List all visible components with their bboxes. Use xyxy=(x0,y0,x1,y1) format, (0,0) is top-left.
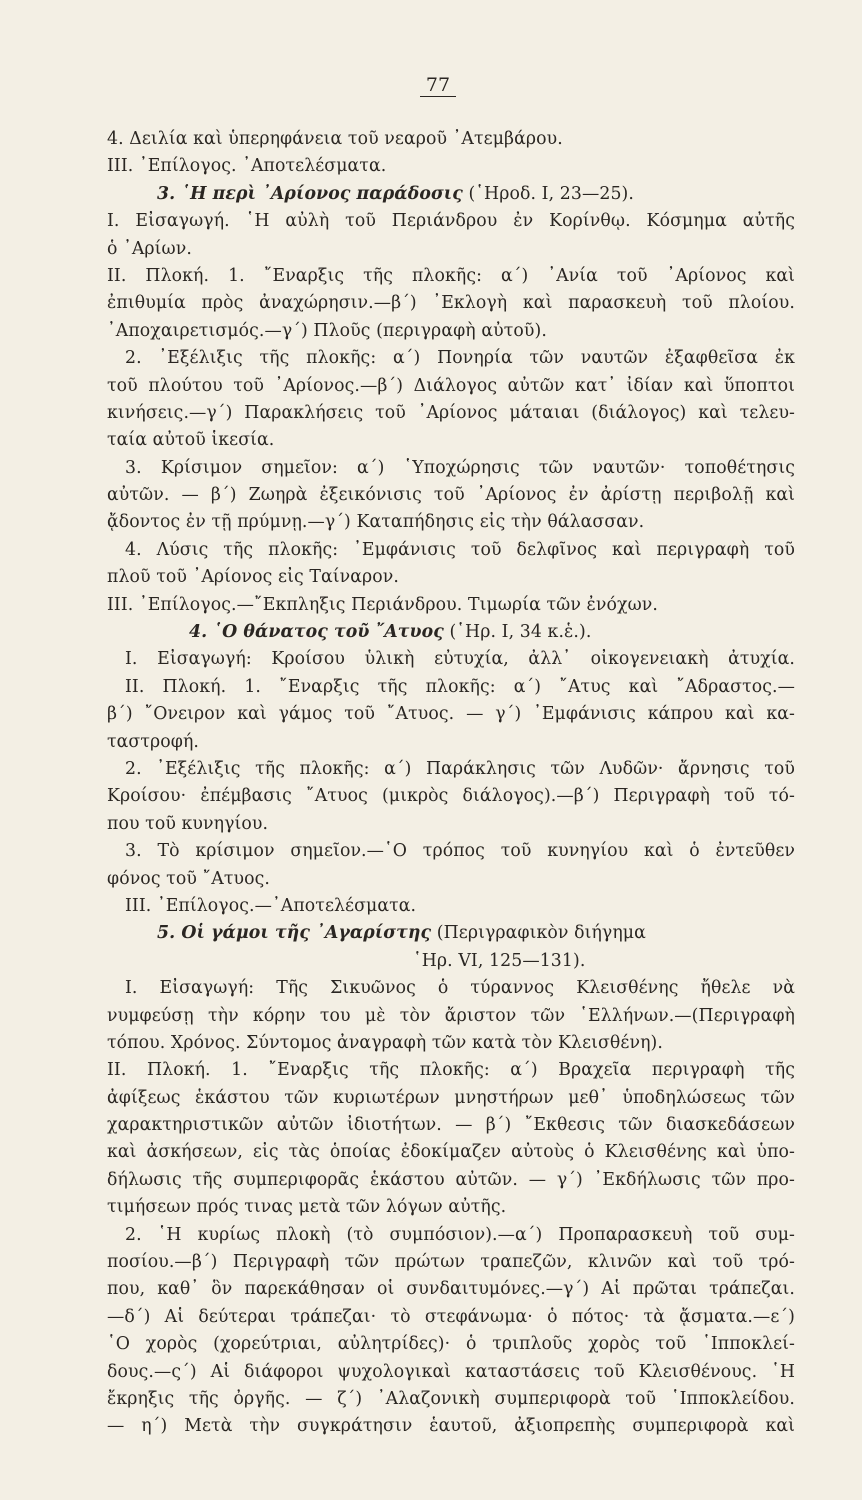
section-heading xyxy=(107,920,795,947)
text-line: ΙΙ. Πλοκή. 1. ῎Εναρξις τῆς πλοκῆς: α΄) Βραχεῖα περιγραφὴ τῆς xyxy=(107,1060,795,1081)
section-title: 3. ῾Η περὶ ᾿Αρίονος παράδοσις xyxy=(157,183,463,204)
text-line: ΙΙΙ. ᾿Επίλογος.—῎Εκπληξις Περιάνδρου. Τιμωρία τῶν ἐνόχων. xyxy=(107,594,658,615)
section-source: (῾Ηρ. Ι, 34 κ.ἑ.). xyxy=(449,622,592,643)
text-line: καὶ ἀσκήσεων, εἰς τὰς ὁποίας ἐδοκίμαζεν αὐτοὺς ὁ Κλεισθένης καὶ ὑπο- xyxy=(107,1142,795,1163)
text-line: β΄) ῎Ονειρον καὶ γάμος τοῦ ῎Ατυος. — γ΄) ᾿Εμφάνισις κάπρου καὶ κα- xyxy=(107,704,795,725)
text-line: 4. Λύσις τῆς πλοκῆς: ᾿Εμφάνισις τοῦ δελφῖνος καὶ περιγραφὴ τοῦ xyxy=(125,539,795,560)
text-line: 2. ᾿Εξέλιξις τῆς πλοκῆς: α΄) Πονηρία τῶν ναυτῶν ἐξαφθεῖσα ἐκ xyxy=(125,348,795,369)
text-line: δήλωσις τῆς συμπεριφορᾶς ἑκάστου αὐτῶν. — γ΄) ᾿Εκδήλωσις τῶν προ- xyxy=(107,1169,795,1190)
section-source: (Περιγραφικὸν διήγημα xyxy=(436,923,646,944)
text-line: Ι. Εἰσαγωγή: Κροίσου ὑλικὴ εὐτυχία, ἀλλ᾿ οἰκογενειακὴ ἀτυχία. xyxy=(125,649,795,670)
text-line: ῾Ο χορὸς (χορεύτριαι, αὐλητρίδες)· ὁ τριπλοῦς χορὸς τοῦ ῾Ιπποκλεί- xyxy=(107,1334,795,1355)
text-line: ΙΙ. Πλοκή. 1. ῎Εναρξις τῆς πλοκῆς: α΄) ᾿Ανία τοῦ ᾿Αρίονος καὶ xyxy=(107,265,795,286)
text-line: 3. Κρίσιμον σημεῖον: α΄) ῾Υποχώρησις τῶν ναυτῶν· τοποθέτησις xyxy=(125,457,795,478)
text-line: αὐτῶν. — β΄) Ζωηρὰ ἐξεικόνισις τοῦ ᾿Αρίονος ἐν ἀρίστῃ περιβολῇ καὶ xyxy=(107,485,795,506)
text-line: ὁ ᾿Αρίων. xyxy=(107,238,192,259)
text-line: ταία αὐτοῦ ἱκεσία. xyxy=(107,430,275,451)
section-title: 5. Οἱ γάμοι τῆς ᾿Αγαρίστης xyxy=(157,923,432,944)
text-line: ποσίου.—β΄) Περιγραφὴ τῶν πρώτων τραπεζῶν, κλινῶν καὶ τοῦ τρό- xyxy=(107,1252,795,1273)
page-text xyxy=(107,126,795,1441)
text-line: ἐπιθυμία πρὸς ἀναχώρησιν.—β΄) ᾿Εκλογὴ καὶ παρασκευὴ τοῦ πλοίου. xyxy=(107,293,795,314)
text-line: τιμήσεων πρός τινας μετὰ τῶν λόγων αὐτῆς. xyxy=(107,1197,507,1218)
text-line: που, καθ᾿ ὃν παρεκάθησαν οἱ συνδαιτυμόνες.—γ΄) Αἱ πρῶται τράπεζαι. xyxy=(107,1279,795,1300)
text-line: τόπου. Χρόνος. Σύντομος ἀναγραφὴ τῶν κατὰ τὸν Κλεισθένη). xyxy=(107,1032,663,1053)
text-line: τοῦ πλούτου τοῦ ᾿Αρίονος.—β΄) Διάλογος αὐτῶν κατ᾿ ἰδίαν καὶ ὕποπτοι xyxy=(107,375,795,396)
text-line: ΙΙΙ. ᾿Επίλογος. ᾿Αποτελέσματα. xyxy=(107,156,387,177)
text-line: που τοῦ κυνηγίου. xyxy=(107,813,269,834)
section-heading xyxy=(107,181,795,208)
text-line: Κροίσου· ἐπέμβασις ῎Ατυος (μικρὸς διάλογος).—β΄) Περιγραφὴ τοῦ τό- xyxy=(107,786,795,807)
text-line: Ι. Εἰσαγωγή: Τῆς Σικυῶνος ὁ τύραννος Κλεισθένης ἤθελε νὰ xyxy=(125,978,795,999)
section-heading xyxy=(107,619,795,646)
section-title: 4. ῾Ο θάνατος τοῦ ῎Ατυος xyxy=(189,622,444,643)
text-line: 2. ᾿Εξέλιξις τῆς πλοκῆς: α΄) Παράκλησις τῶν Λυδῶν· ἄρνησις τοῦ xyxy=(125,758,795,779)
text-line: 4. Δειλία καὶ ὑπερηφάνεια τοῦ νεαροῦ ᾿Ατεμβάρου. xyxy=(107,129,563,149)
text-line: ταστροφή. xyxy=(107,731,199,752)
text-line: 2. ῾Η κυρίως πλοκὴ (τὸ συμπόσιον).—α΄) Προπαρασκευὴ τοῦ συμ- xyxy=(125,1224,795,1245)
text-line: φόνος τοῦ ῎Ατυος. xyxy=(107,868,271,889)
text-line: πλοῦ τοῦ ᾿Αρίονος εἰς Ταίναρον. xyxy=(107,567,399,588)
text-line: νυμφεύσῃ τὴν κόρην του μὲ τὸν ἄριστον τῶν ῾Ελλήνων.—(Περιγραφὴ xyxy=(107,1005,795,1026)
text-line: — η΄) Μετὰ τὴν συγκράτησιν ἑαυτοῦ, ἀξιοπρεπὴς συμπεριφορὰ καὶ xyxy=(107,1416,795,1437)
text-line: κινήσεις.—γ΄) Παρακλήσεις τοῦ ᾿Αρίονος μάταιαι (διάλογος) καὶ τελευ- xyxy=(107,402,795,423)
text-line: —δ΄) Αἱ δεύτεραι τράπεζαι· τὸ στεφάνωμα· ὁ πότος· τὰ ᾄσματα.—ε΄) xyxy=(107,1306,795,1327)
text-line: ᾄδοντος ἐν τῇ πρύμνῃ.—γ΄) Καταπήδησις εἰς τὴν θάλασσαν. xyxy=(107,512,645,533)
page-number: 77 xyxy=(420,74,456,97)
text-line: ῾Ηρ. VI, 125—131). xyxy=(413,950,586,971)
text-line: ἔκρηξις τῆς ὀργῆς. — ζ΄) ᾿Αλαζονικὴ συμπεριφορὰ τοῦ ῾Ιπποκλείδου. xyxy=(107,1388,795,1409)
text-line: χαρακτηριστικῶν αὐτῶν ἰδιοτήτων. — β΄) ῎Εκθεσις τῶν διασκεδάσεων xyxy=(107,1115,795,1136)
text-line: Ι. Εἰσαγωγή. ῾Η αὐλὴ τοῦ Περιάνδρου ἐν Κορίνθῳ. Κόσμημα αὐτῆς xyxy=(107,211,795,232)
text-line: ΙΙΙ. ᾿Επίλογος.—᾿Αποτελέσματα. xyxy=(125,895,417,916)
text-line: ἀφίξεως ἑκάστου τῶν κυριωτέρων μνηστήρων μεθ᾿ ὑποδηλώσεως τῶν xyxy=(107,1087,795,1108)
text-line: δους.—ς΄) Αἱ διάφοροι ψυχολογικαὶ καταστάσεις τοῦ Κλεισθένους. ῾Η xyxy=(107,1361,795,1382)
section-source: (῾Ηροδ. Ι, 23—25). xyxy=(468,183,634,204)
text-line: ᾿Αποχαιρετισμός.—γ΄) Πλοῦς (περιγραφὴ αὐτοῦ). xyxy=(107,320,547,341)
text-line: 3. Τὸ κρίσιμον σημεῖον.—῾Ο τρόπος τοῦ κυνηγίου καὶ ὁ ἐντεῦθεν xyxy=(125,841,795,862)
text-line: ΙΙ. Πλοκή. 1. ῎Εναρξις τῆς πλοκῆς: α΄) ῎Ατυς καὶ ῎Αδραστος.— xyxy=(125,676,795,697)
